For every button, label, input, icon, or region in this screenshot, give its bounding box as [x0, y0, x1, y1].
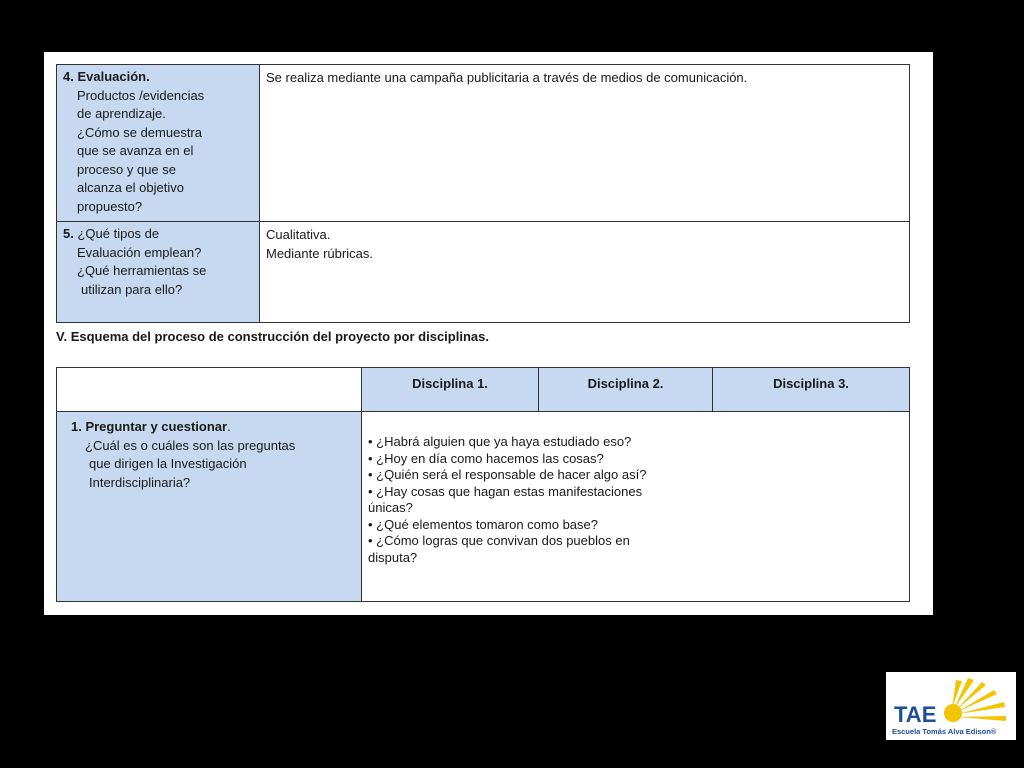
- bullet-item: únicas?: [368, 500, 413, 515]
- table-header-row: [57, 368, 910, 412]
- row4-question-cell: [57, 65, 260, 222]
- row4-number: 4.: [63, 69, 74, 84]
- bullet-item: • ¿Cómo logras que convivan dos pueblos en: [368, 533, 630, 548]
- bullet-item: • ¿Habrá alguien que ya haya estudiado eso?: [368, 434, 632, 449]
- row5-number: 5.: [63, 226, 74, 241]
- document-page: [44, 52, 933, 615]
- row5-answer-line: Cualitativa.: [266, 227, 331, 242]
- row4-answer-cell: [260, 65, 910, 222]
- step1-line: ¿Cuál es o cuáles son las preguntas: [85, 437, 296, 453]
- step1-title: 1. Preguntar y cuestionar: [71, 419, 228, 434]
- school-logo: [886, 672, 1016, 740]
- step1-line: que dirigen la Investigación: [89, 456, 247, 471]
- step1-answer-cell: [362, 412, 910, 602]
- bullet-item: • ¿Quién será el responsable de hacer algo así?: [368, 467, 647, 482]
- row4-line: de aprendizaje.: [77, 106, 166, 121]
- row5-line: ¿Qué herramientas se: [77, 263, 207, 278]
- row4-line: ¿Cómo se demuestra: [77, 124, 202, 140]
- step1-title-suffix: .: [227, 419, 231, 434]
- step1-line: Interdisciplinaria?: [89, 474, 191, 490]
- bullet-item: • ¿Hay cosas que hagan estas manifestaciones: [368, 483, 643, 499]
- discipline-3-header: Disciplina 3.: [713, 368, 910, 412]
- row4-line: alcanza el objetivo: [77, 180, 184, 195]
- row4-line: Productos /evidencias: [77, 87, 205, 103]
- table-row: [57, 65, 910, 222]
- table-row: [57, 222, 910, 323]
- bullet-item: disputa?: [368, 549, 418, 565]
- bullet-item: • ¿Qué elementos tomaron como base?: [368, 516, 599, 532]
- row5-line: ¿Qué tipos de: [77, 226, 160, 241]
- bullet-item: • ¿Hoy en día como hacemos las cosas?: [368, 450, 604, 466]
- step1-question-cell: [57, 412, 362, 602]
- row4-title: Evaluación.: [77, 69, 150, 84]
- row5-line: utilizan para ello?: [81, 281, 183, 297]
- row5-answer-line: Mediante rúbricas.: [266, 245, 373, 261]
- section-title: V. Esquema del proceso de construcción del proyecto por disciplinas.: [56, 329, 489, 344]
- disciplines-table: [56, 367, 910, 602]
- row5-line: Evaluación emplean?: [77, 244, 202, 260]
- table-row: [57, 412, 910, 602]
- row4-line: propuesto?: [77, 198, 143, 214]
- logo-text: TAE: [894, 702, 937, 727]
- row5-answer-cell: [260, 222, 910, 323]
- discipline-1-header: Disciplina 1.: [362, 368, 539, 412]
- discipline-2-header: Disciplina 2.: [539, 368, 713, 412]
- row4-line: que se avanza en el: [77, 143, 194, 158]
- row4-line: proceso y que se: [77, 161, 177, 177]
- evaluation-table: [56, 64, 910, 323]
- logo-subtitle: Escuela Tomás Alva Edison®: [892, 727, 997, 736]
- row5-question-cell: [57, 222, 260, 323]
- row4-answer: Se realiza mediante una campaña publicitaria a través de medios de comunicación.: [266, 70, 748, 85]
- empty-header-cell: [57, 368, 362, 412]
